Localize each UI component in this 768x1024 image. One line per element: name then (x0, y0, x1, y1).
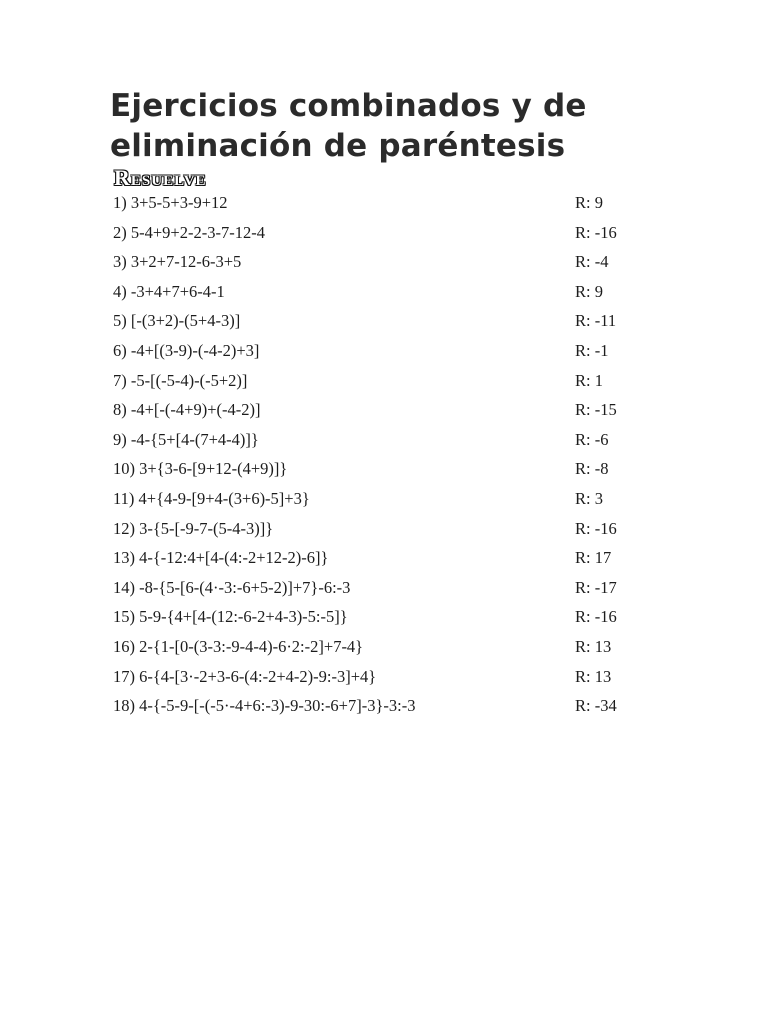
exercise-answer: R: -15 (575, 400, 617, 420)
exercise-answer: R: -17 (575, 577, 617, 597)
exercise-expression: 14) -8-{5-[6-(4·-3:-6+5-2)]+7}-6:-3 (113, 577, 351, 597)
exercise-expression: 1) 3+5-5+3-9+12 (113, 193, 228, 212)
exercise-answer: R: -16 (575, 222, 617, 242)
exercise-expression: 12) 3-{5-[-9-7-(5-4-3)]} (113, 518, 274, 538)
exercise-list (110, 190, 650, 723)
exercise-expression: 2) 5-4+9+2-2-3-7-12-4 (113, 222, 265, 242)
exercise-row (110, 308, 650, 338)
exercise-row (110, 249, 650, 279)
exercise-expression: 3) 3+2+7-12-6-3+5 (113, 252, 242, 272)
exercise-expression: 16) 2-{1-[0-(3-3:-9-4-4)-6·2:-2]+7-4} (113, 636, 364, 656)
exercise-answer: R: 3 (575, 488, 603, 508)
exercise-answer: R: 1 (575, 370, 603, 390)
exercise-expression: 11) 4+{4-9-[9+4-(3+6)-5]+3} (113, 488, 310, 508)
exercise-expression: 15) 5-9-{4+[4-(12:-6-2+4-3)-5:-5]} (113, 607, 348, 627)
exercise-row (110, 338, 650, 368)
exercise-row (110, 693, 650, 723)
exercise-expression: 17) 6-{4-[3·-2+3-6-(4:-2+4-2)-9:-3]+4} (113, 666, 377, 686)
exercise-answer: R: -4 (575, 252, 609, 272)
exercise-answer: R: -11 (575, 311, 617, 331)
exercise-row (110, 368, 650, 398)
exercise-row (110, 545, 650, 575)
exercise-answer: R: -6 (575, 429, 609, 449)
exercise-row (110, 456, 650, 486)
exercise-row (110, 664, 650, 694)
exercise-answer: R: -16 (575, 518, 617, 538)
worksheet-image (110, 164, 650, 724)
exercise-row (110, 427, 650, 457)
exercise-answer: R: 13 (575, 636, 612, 656)
exercise-row (110, 397, 650, 427)
exercise-row (110, 220, 650, 250)
exercise-answer: R: -34 (575, 696, 617, 716)
exercise-expression: 7) -5-[(-5-4)-(-5+2)] (113, 370, 248, 390)
exercise-expression: 8) -4+[-(-4+9)+(-4-2)] (113, 400, 261, 420)
exercise-expression: 6) -4+[(3-9)-(-4-2)+3] (113, 340, 260, 360)
exercise-row (110, 190, 650, 220)
exercise-row (110, 604, 650, 634)
exercise-expression: 18) 4-{-5-9-[-(-5·-4+6:-3)-9-30:-6+7]-3}-3:-3 (113, 696, 416, 716)
exercise-expression: 5) [-(3+2)-(5+4-3)] (113, 311, 241, 331)
exercise-answer: R: -16 (575, 607, 617, 627)
exercise-expression: 4) -3+4+7+6-4-1 (113, 281, 225, 301)
document-title: Ejercicios combinados y de eliminación de paréntesis (110, 88, 587, 164)
exercise-answer: R: 13 (575, 666, 612, 686)
exercise-row (110, 486, 650, 516)
exercise-answer: R: 17 (575, 548, 612, 568)
exercise-row (110, 634, 650, 664)
exercise-answer: R: -1 (575, 340, 609, 360)
exercise-answer: R: -8 (575, 459, 609, 479)
exercise-row (110, 575, 650, 605)
exercise-answer: R: 9 (575, 281, 603, 301)
exercise-expression: 10) 3+{3-6-[9+12-(4+9)]} (113, 459, 288, 479)
exercise-row (110, 516, 650, 546)
exercise-answer: R: 9 (575, 193, 603, 212)
exercise-expression: 13) 4-{-12:4+[4-(4:-2+12-2)-6]} (113, 548, 329, 568)
exercise-expression: 9) -4-{5+[4-(7+4-4)]} (113, 429, 259, 449)
worksheet-heading: Resuelve (114, 165, 207, 190)
exercise-row (110, 279, 650, 309)
